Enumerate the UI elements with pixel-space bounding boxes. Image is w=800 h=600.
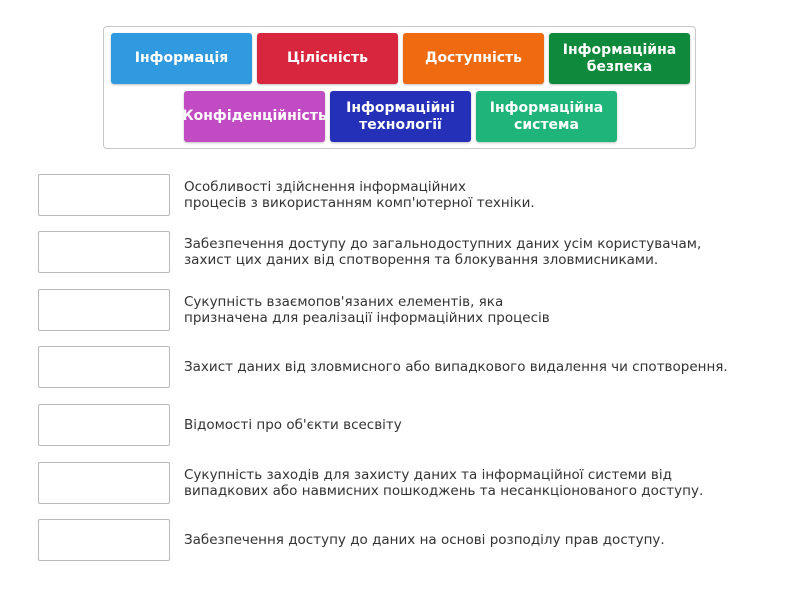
definition-text: Забезпечення доступу до даних на основі розподілу прав доступу. (184, 532, 665, 548)
drop-zone[interactable] (38, 346, 170, 388)
tile-information[interactable]: Інформація (111, 33, 252, 84)
definition-text: Відомості про об'єкти всесвіту (184, 417, 402, 433)
tile-integrity[interactable]: Цілісність (257, 33, 398, 84)
match-row (38, 174, 758, 218)
definition-text: Особливості здійснення інформаційних процесів з використанням комп'ютерної техніки. (184, 179, 535, 211)
drop-zone[interactable] (38, 462, 170, 504)
tile-availability[interactable]: Доступність (403, 33, 544, 84)
definition-text: Сукупність взаємопов'язаних елементів, яка призначена для реалізації інформаційних процесів (184, 294, 550, 326)
drop-zone[interactable] (38, 404, 170, 446)
drop-zone[interactable] (38, 519, 170, 561)
match-row (38, 462, 758, 506)
drop-zone[interactable] (38, 289, 170, 331)
drop-zone[interactable] (38, 174, 170, 216)
tile-bank (103, 26, 696, 149)
match-row (38, 404, 758, 448)
match-row (38, 231, 758, 275)
tile-confidentiality[interactable]: Конфіденційність (184, 91, 325, 142)
definition-text: Сукупність заходів для захисту даних та інформаційної системи від випадкових або навмисних пошкоджень та несанкціонованого доступу. (184, 467, 704, 499)
tile-information-system[interactable]: Інформаційна система (476, 91, 617, 142)
definition-text: Захист даних від зловмисного або випадкового видалення чи спотворення. (184, 359, 728, 375)
match-row (38, 346, 758, 390)
tile-information-security[interactable]: Інформаційна безпека (549, 33, 690, 84)
tile-information-technologies[interactable]: Інформаційні технології (330, 91, 471, 142)
match-row (38, 519, 758, 563)
drop-zone[interactable] (38, 231, 170, 273)
match-row (38, 289, 758, 333)
definition-text: Забезпечення доступу до загальнодоступних даних усім користувачам, захист цих даних від спотворення та блокування зловмисниками. (184, 236, 702, 268)
